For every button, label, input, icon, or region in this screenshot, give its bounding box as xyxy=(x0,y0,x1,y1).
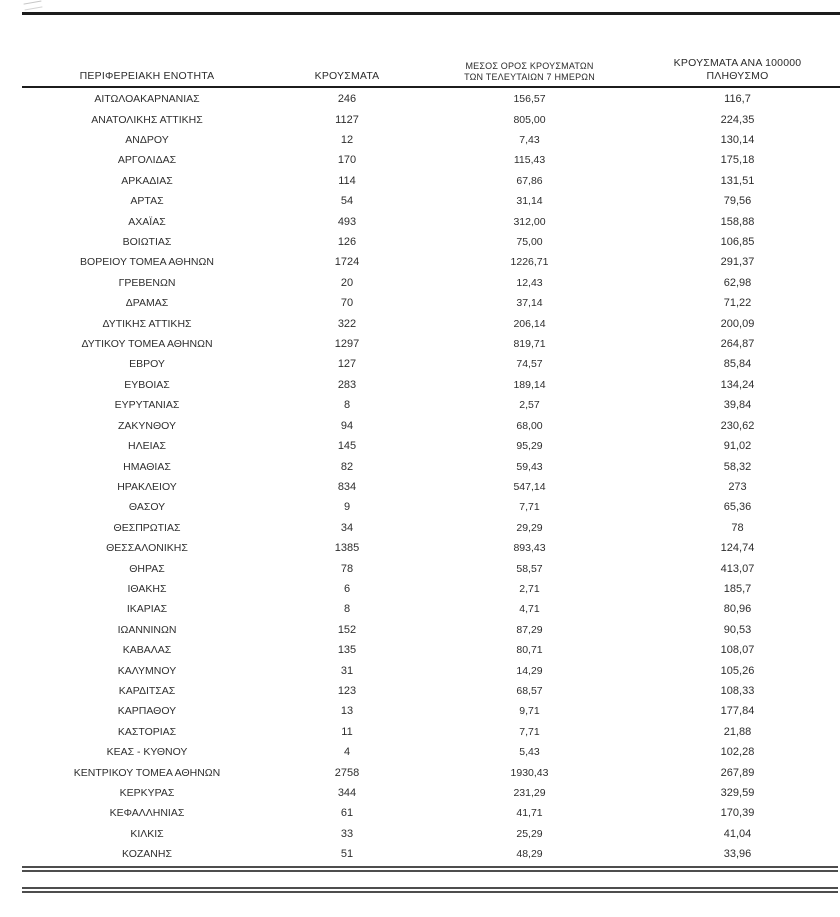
table-row xyxy=(22,579,838,599)
cell-cases: 70 xyxy=(340,297,354,310)
table-row xyxy=(22,599,838,619)
table-row xyxy=(22,722,838,742)
header-cases xyxy=(272,70,422,86)
cell-avg-7-days: 1226,71 xyxy=(510,256,549,269)
table-row xyxy=(22,436,838,456)
cell-region: ΔΥΤΙΚΟΥ ΤΟΜΕΑ ΑΘΗΝΩΝ xyxy=(81,338,213,351)
cell-avg-7-days: 4,71 xyxy=(519,603,540,616)
cell-per-100k: 131,51 xyxy=(720,174,755,187)
header-avg-7-days-line2: ΤΩΝ ΤΕΛΕΥΤΑΙΩΝ 7 ΗΜΕΡΩΝ xyxy=(464,71,595,82)
cell-region: ΑΡΚΑΔΙΑΣ xyxy=(121,174,173,187)
cell-cases: 283 xyxy=(337,378,357,391)
table-row xyxy=(22,762,838,782)
cell-per-100k: 21,88 xyxy=(723,725,752,738)
cell-avg-7-days: 2,57 xyxy=(519,399,540,412)
cell-cases: 54 xyxy=(340,195,354,208)
cell-region: ΗΛΕΙΑΣ xyxy=(127,440,166,453)
table-row xyxy=(22,252,838,272)
table-row xyxy=(22,273,838,293)
cell-region: ΚΙΛΚΙΣ xyxy=(130,827,164,840)
cell-region: ΙΩΑΝΝΙΝΩΝ xyxy=(117,623,177,636)
cell-region: ΘΗΡΑΣ xyxy=(129,562,165,575)
cell-region: ΘΑΣΟΥ xyxy=(128,501,166,514)
cell-avg-7-days: 9,71 xyxy=(519,705,540,718)
table-row xyxy=(22,171,838,191)
cell-avg-7-days: 7,71 xyxy=(519,725,540,738)
cell-region: ΗΜΑΘΙΑΣ xyxy=(123,460,171,473)
table-row xyxy=(22,293,838,313)
table-row xyxy=(22,640,838,660)
cell-region: ΗΡΑΚΛΕΙΟΥ xyxy=(117,480,177,493)
cell-per-100k: 413,07 xyxy=(720,562,755,575)
cell-per-100k: 177,84 xyxy=(720,705,755,718)
table-row xyxy=(22,456,838,476)
table-row xyxy=(22,395,838,415)
cell-per-100k: 90,53 xyxy=(723,623,752,636)
cell-avg-7-days: 12,43 xyxy=(516,276,543,289)
cell-avg-7-days: 547,14 xyxy=(513,480,546,493)
cell-avg-7-days: 67,86 xyxy=(516,174,543,187)
cell-cases: 2758 xyxy=(334,766,360,779)
table-bottom-rule xyxy=(22,866,838,872)
table-row xyxy=(22,313,838,333)
document-end-rule xyxy=(22,887,838,893)
cell-avg-7-days: 2,71 xyxy=(519,582,540,595)
cell-region: ΕΥΡΥΤΑΝΙΑΣ xyxy=(114,399,180,412)
scan-artifact xyxy=(24,0,43,10)
cell-cases: 8 xyxy=(343,399,351,412)
cell-per-100k: 200,09 xyxy=(720,317,755,330)
cell-avg-7-days: 59,43 xyxy=(516,460,543,473)
cell-per-100k: 175,18 xyxy=(720,154,755,167)
table-row xyxy=(22,211,838,231)
cell-region: ΑΡΤΑΣ xyxy=(130,195,164,208)
cell-cases: 135 xyxy=(337,644,357,657)
cell-per-100k: 124,74 xyxy=(720,542,755,555)
cell-per-100k: 80,96 xyxy=(723,603,752,616)
cell-region: ΚΕΑΣ - ΚΥΘΝΟΥ xyxy=(106,746,188,759)
cell-cases: 61 xyxy=(340,807,354,820)
table-row xyxy=(22,681,838,701)
cell-avg-7-days: 48,29 xyxy=(516,848,543,861)
cell-avg-7-days: 893,43 xyxy=(513,542,546,555)
table-body xyxy=(22,89,838,864)
cell-per-100k: 41,04 xyxy=(723,827,752,840)
cell-cases: 9 xyxy=(343,501,351,514)
table-row xyxy=(22,334,838,354)
cell-avg-7-days: 1930,43 xyxy=(510,766,549,779)
cell-per-100k: 105,26 xyxy=(720,664,755,677)
cell-avg-7-days: 805,00 xyxy=(513,113,546,126)
cell-region: ΔΥΤΙΚΗΣ ΑΤΤΙΚΗΣ xyxy=(102,317,192,330)
cell-avg-7-days: 206,14 xyxy=(513,317,546,330)
cell-region: ΑΧΑΪΑΣ xyxy=(128,215,166,228)
cell-avg-7-days: 37,14 xyxy=(516,297,543,310)
cell-per-100k: 62,98 xyxy=(723,276,752,289)
cell-region: ΚΑΛΥΜΝΟΥ xyxy=(117,664,177,677)
cell-avg-7-days: 87,29 xyxy=(516,623,543,636)
cell-cases: 1724 xyxy=(334,256,360,269)
cell-avg-7-days: 5,43 xyxy=(519,746,540,759)
header-avg-7-days-line1: ΜΕΣΟΣ ΟΡΟΣ ΚΡΟΥΣΜΑΤΩΝ xyxy=(465,60,594,71)
cell-region: ΚΑΡΠΑΘΟΥ xyxy=(117,705,177,718)
table-row xyxy=(22,130,838,150)
cell-region: ΒΟΡΕΙΟΥ ΤΟΜΕΑ ΑΘΗΝΩΝ xyxy=(80,256,214,269)
cell-region: ΚΕΡΚΥΡΑΣ xyxy=(119,787,175,800)
cell-region: ΚΑΣΤΟΡΙΑΣ xyxy=(117,725,177,738)
table-row xyxy=(22,109,838,129)
cell-cases: 78 xyxy=(340,562,354,575)
cell-region: ΘΕΣΣΑΛΟΝΙΚΗΣ xyxy=(106,542,188,555)
cell-per-100k: 78 xyxy=(731,521,744,534)
cell-cases: 1385 xyxy=(334,542,360,555)
table-row xyxy=(22,824,838,844)
cell-avg-7-days: 80,71 xyxy=(516,644,543,657)
cell-cases: 94 xyxy=(340,419,354,432)
table-row xyxy=(22,538,838,558)
cell-avg-7-days: 189,14 xyxy=(513,378,546,391)
cell-per-100k: 79,56 xyxy=(723,195,752,208)
cell-cases: 322 xyxy=(337,317,357,330)
cell-avg-7-days: 29,29 xyxy=(516,521,543,534)
cell-region: ΑΡΓΟΛΙΔΑΣ xyxy=(117,154,177,167)
cell-per-100k: 230,62 xyxy=(720,419,755,432)
cell-per-100k: 102,28 xyxy=(720,746,755,759)
cell-region: ΙΚΑΡΙΑΣ xyxy=(126,603,168,616)
cell-per-100k: 264,87 xyxy=(720,338,755,351)
cell-per-100k: 267,89 xyxy=(720,766,755,779)
cell-avg-7-days: 7,43 xyxy=(519,134,540,147)
cell-cases: 493 xyxy=(337,215,357,228)
cell-region: ΚΑΒΑΛΑΣ xyxy=(122,644,172,657)
cell-region: ΚΑΡΔΙΤΣΑΣ xyxy=(118,684,176,697)
cell-per-100k: 158,88 xyxy=(720,215,755,228)
cell-cases: 834 xyxy=(337,480,357,493)
cell-avg-7-days: 14,29 xyxy=(516,664,543,677)
cell-region: ΕΥΒΟΙΑΣ xyxy=(124,378,170,391)
header-per-100k xyxy=(637,57,838,86)
cell-cases: 20 xyxy=(340,276,354,289)
cell-per-100k: 273 xyxy=(728,480,747,493)
cell-region: ΙΘΑΚΗΣ xyxy=(127,582,167,595)
table-row xyxy=(22,416,838,436)
table-row xyxy=(22,477,838,497)
top-rule xyxy=(22,12,840,15)
cell-avg-7-days: 25,29 xyxy=(516,827,543,840)
cell-per-100k: 291,37 xyxy=(720,256,755,269)
table-header-row xyxy=(22,44,838,86)
cell-cases: 4 xyxy=(343,746,351,759)
cell-avg-7-days: 7,71 xyxy=(519,501,540,514)
cell-avg-7-days: 58,57 xyxy=(516,562,543,575)
cell-cases: 13 xyxy=(340,705,354,718)
cell-cases: 1127 xyxy=(335,113,359,126)
cell-per-100k: 134,24 xyxy=(720,378,755,391)
cell-region: ΖΑΚΥΝΘΟΥ xyxy=(117,419,176,432)
cell-avg-7-days: 68,57 xyxy=(516,684,543,697)
cell-region: ΘΕΣΠΡΩΤΙΑΣ xyxy=(113,521,181,534)
table-row xyxy=(22,232,838,252)
cell-cases: 170 xyxy=(337,154,357,167)
table-row xyxy=(22,660,838,680)
cell-per-100k: 130,14 xyxy=(720,134,755,147)
table-row xyxy=(22,742,838,762)
table-row xyxy=(22,518,838,538)
cell-cases: 127 xyxy=(337,358,357,371)
cell-per-100k: 185,7 xyxy=(723,582,752,595)
cell-region: ΔΡΑΜΑΣ xyxy=(125,297,169,310)
cell-per-100k: 58,32 xyxy=(723,460,752,473)
table-row xyxy=(22,701,838,721)
cell-avg-7-days: 31,14 xyxy=(516,195,543,208)
cell-region: ΑΙΤΩΛΟΑΚΑΡΝΑΝΙΑΣ xyxy=(94,93,200,106)
cell-per-100k: 33,96 xyxy=(723,848,752,861)
cell-cases: 1297 xyxy=(334,338,360,351)
cell-cases: 126 xyxy=(337,236,357,249)
cell-cases: 82 xyxy=(340,460,354,473)
header-separator-rule xyxy=(22,86,840,88)
cell-cases: 344 xyxy=(337,787,357,800)
cell-region: ΚΟΖΑΝΗΣ xyxy=(122,848,172,861)
table-row xyxy=(22,191,838,211)
cell-cases: 145 xyxy=(337,440,357,453)
cell-per-100k: 39,84 xyxy=(723,399,752,412)
header-per-100k-line1: ΚΡΟΥΣΜΑΤΑ ΑΝΑ 100000 xyxy=(673,56,802,69)
cell-per-100k: 170,39 xyxy=(720,807,755,820)
table-row xyxy=(22,150,838,170)
cell-per-100k: 108,33 xyxy=(720,684,755,697)
cell-avg-7-days: 41,71 xyxy=(516,807,543,820)
cell-per-100k: 106,85 xyxy=(720,236,755,249)
table-row xyxy=(22,354,838,374)
cell-per-100k: 329,59 xyxy=(720,787,755,800)
cell-per-100k: 85,84 xyxy=(723,358,752,371)
cell-cases: 31 xyxy=(340,664,354,677)
cell-cases: 33 xyxy=(340,827,354,840)
cell-region: ΑΝΑΤΟΛΙΚΗΣ ΑΤΤΙΚΗΣ xyxy=(91,113,203,126)
cell-cases: 246 xyxy=(337,93,357,106)
table-row xyxy=(22,803,838,823)
header-avg-7-days xyxy=(422,61,637,87)
cell-per-100k: 108,07 xyxy=(720,644,755,657)
cell-region: ΚΕΝΤΡΙΚΟΥ ΤΟΜΕΑ ΑΘΗΝΩΝ xyxy=(73,766,221,779)
cell-per-100k: 224,35 xyxy=(720,113,755,126)
cell-per-100k: 71,22 xyxy=(723,297,752,310)
cell-cases: 11 xyxy=(341,725,353,738)
cell-region: ΓΡΕΒΕΝΩΝ xyxy=(118,276,176,289)
cell-avg-7-days: 819,71 xyxy=(513,338,546,351)
cell-per-100k: 65,36 xyxy=(723,501,752,514)
table-row xyxy=(22,620,838,640)
cell-cases: 6 xyxy=(343,582,351,595)
table-row xyxy=(22,558,838,578)
header-region xyxy=(22,70,272,86)
cell-avg-7-days: 312,00 xyxy=(513,215,546,228)
table-row xyxy=(22,497,838,517)
cell-region: ΚΕΦΑΛΛΗΝΙΑΣ xyxy=(109,807,185,820)
cell-per-100k: 116,7 xyxy=(724,93,751,106)
cell-region: ΒΟΙΩΤΙΑΣ xyxy=(122,236,172,249)
cell-region: ΑΝΔΡΟΥ xyxy=(125,134,169,147)
cell-region: ΕΒΡΟΥ xyxy=(129,358,165,371)
table-row xyxy=(22,89,838,109)
cell-avg-7-days: 156,57 xyxy=(513,93,546,106)
cell-avg-7-days: 231,29 xyxy=(513,787,546,800)
cell-avg-7-days: 68,00 xyxy=(516,419,543,432)
cell-cases: 12 xyxy=(340,134,354,147)
cell-avg-7-days: 75,00 xyxy=(516,236,543,249)
cell-cases: 152 xyxy=(337,623,357,636)
cell-cases: 51 xyxy=(340,848,354,861)
table-row xyxy=(22,844,838,864)
cell-cases: 123 xyxy=(337,684,357,697)
cell-avg-7-days: 74,57 xyxy=(516,358,543,371)
header-per-100k-line2: ΠΛΗΘΥΣΜΟ xyxy=(706,69,769,82)
cell-per-100k: 91,02 xyxy=(723,440,752,453)
cell-cases: 8 xyxy=(343,603,351,616)
cell-cases: 34 xyxy=(340,521,354,534)
header-region-label: ΠΕΡΙΦΕΡΕΙΑΚΗ ΕΝΟΤΗΤΑ xyxy=(79,69,215,82)
table-row xyxy=(22,783,838,803)
cell-avg-7-days: 115,43 xyxy=(513,154,546,167)
table-row xyxy=(22,375,838,395)
header-cases-label: ΚΡΟΥΣΜΑΤΑ xyxy=(314,69,380,82)
cell-avg-7-days: 95,29 xyxy=(516,440,543,453)
cell-cases: 114 xyxy=(338,174,356,187)
